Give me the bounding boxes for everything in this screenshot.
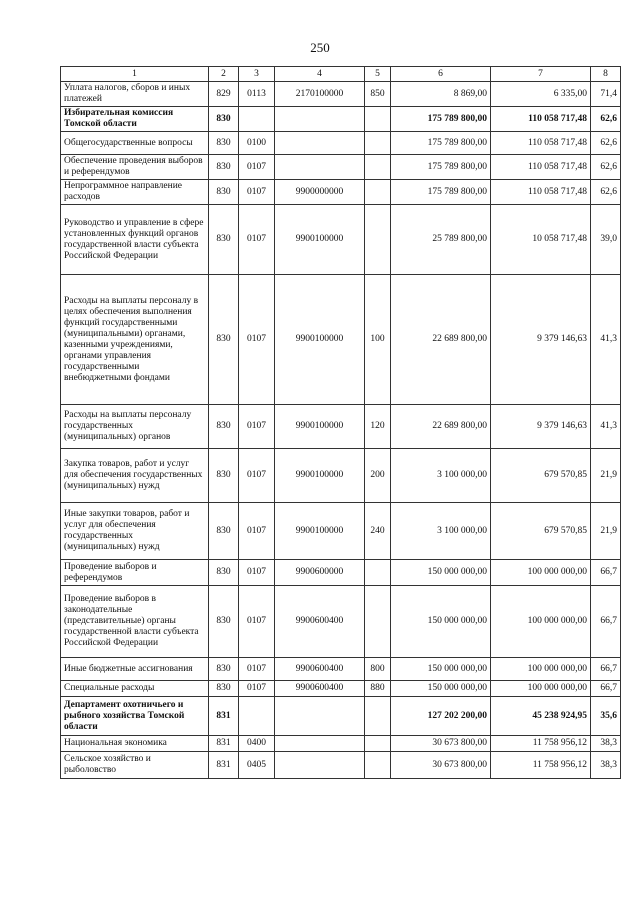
row-name-cell: Иные бюджетные ассигнования: [61, 658, 209, 681]
admin-code-cell: 830: [209, 560, 239, 586]
expense-type-cell: 880: [365, 681, 391, 697]
expense-type-cell: 240: [365, 503, 391, 560]
plan-amount-cell: 22 689 800,00: [391, 405, 491, 449]
table-row: [61, 132, 621, 155]
table-row: [61, 107, 621, 132]
target-article-cell: 9900600000: [275, 560, 365, 586]
row-name-cell: Уплата налогов, сборов и иных платежей: [61, 82, 209, 107]
actual-amount-cell: 110 058 717,48: [491, 132, 591, 155]
column-header: 1: [61, 67, 209, 82]
target-article-cell: [275, 132, 365, 155]
expense-type-cell: [365, 132, 391, 155]
admin-code-cell: 830: [209, 205, 239, 275]
plan-amount-cell: 3 100 000,00: [391, 503, 491, 560]
actual-amount-cell: 100 000 000,00: [491, 681, 591, 697]
table-row: [61, 503, 621, 560]
admin-code-cell: 830: [209, 449, 239, 503]
percent-cell: 62,6: [591, 180, 621, 205]
section-code-cell: 0400: [239, 736, 275, 752]
actual-amount-cell: 11 758 956,12: [491, 752, 591, 779]
column-header: 4: [275, 67, 365, 82]
percent-cell: 38,3: [591, 736, 621, 752]
percent-cell: 62,6: [591, 107, 621, 132]
plan-amount-cell: 30 673 800,00: [391, 752, 491, 779]
table-row: [61, 681, 621, 697]
column-header: 2: [209, 67, 239, 82]
table-row: [61, 736, 621, 752]
plan-amount-cell: 175 789 800,00: [391, 180, 491, 205]
target-article-cell: [275, 736, 365, 752]
section-code-cell: 0107: [239, 681, 275, 697]
plan-amount-cell: 175 789 800,00: [391, 155, 491, 180]
row-name-cell: Расходы на выплаты персоналу государственных (муниципальных) органов: [61, 405, 209, 449]
expense-type-cell: 120: [365, 405, 391, 449]
expense-type-cell: [365, 697, 391, 736]
table-row: [61, 560, 621, 586]
expense-type-cell: 800: [365, 658, 391, 681]
target-article-cell: 9900000000: [275, 180, 365, 205]
admin-code-cell: 831: [209, 736, 239, 752]
admin-code-cell: 830: [209, 681, 239, 697]
row-name-cell: Сельское хозяйство и рыболовство: [61, 752, 209, 779]
table-row: [61, 180, 621, 205]
table-row: [61, 82, 621, 107]
percent-cell: 21,9: [591, 503, 621, 560]
admin-code-cell: 830: [209, 275, 239, 405]
section-code-cell: [239, 107, 275, 132]
percent-cell: 21,9: [591, 449, 621, 503]
plan-amount-cell: 25 789 800,00: [391, 205, 491, 275]
target-article-cell: 9900100000: [275, 405, 365, 449]
actual-amount-cell: 100 000 000,00: [491, 586, 591, 658]
actual-amount-cell: 9 379 146,63: [491, 275, 591, 405]
percent-cell: 62,6: [591, 132, 621, 155]
actual-amount-cell: 11 758 956,12: [491, 736, 591, 752]
target-article-cell: 9900100000: [275, 503, 365, 560]
table-row: [61, 449, 621, 503]
column-header: 6: [391, 67, 491, 82]
row-name-cell: Департамент охотничьего и рыбного хозяйства Томской области: [61, 697, 209, 736]
admin-code-cell: 831: [209, 752, 239, 779]
admin-code-cell: 830: [209, 180, 239, 205]
expense-type-cell: 100: [365, 275, 391, 405]
percent-cell: 66,7: [591, 658, 621, 681]
expense-type-cell: 200: [365, 449, 391, 503]
target-article-cell: 9900100000: [275, 205, 365, 275]
row-name-cell: Иные закупки товаров, работ и услуг для обеспечения государственных (муниципальных) нужд: [61, 503, 209, 560]
section-code-cell: 0107: [239, 560, 275, 586]
percent-cell: 66,7: [591, 586, 621, 658]
expense-type-cell: [365, 560, 391, 586]
percent-cell: 38,3: [591, 752, 621, 779]
table-row: [61, 752, 621, 779]
admin-code-cell: 830: [209, 658, 239, 681]
target-article-cell: [275, 155, 365, 180]
plan-amount-cell: 150 000 000,00: [391, 586, 491, 658]
plan-amount-cell: 175 789 800,00: [391, 132, 491, 155]
section-code-cell: 0107: [239, 180, 275, 205]
plan-amount-cell: 150 000 000,00: [391, 681, 491, 697]
section-code-cell: 0107: [239, 658, 275, 681]
row-name-cell: Руководство и управление в сфере установленных функций органов государственной власти субъекта Российской Федерации: [61, 205, 209, 275]
percent-cell: 39,0: [591, 205, 621, 275]
row-name-cell: Специальные расходы: [61, 681, 209, 697]
page-number: 250: [310, 40, 330, 55]
plan-amount-cell: 30 673 800,00: [391, 736, 491, 752]
table-row: [61, 697, 621, 736]
admin-code-cell: 831: [209, 697, 239, 736]
plan-amount-cell: 3 100 000,00: [391, 449, 491, 503]
target-article-cell: 9900100000: [275, 449, 365, 503]
section-code-cell: 0107: [239, 405, 275, 449]
admin-code-cell: 830: [209, 586, 239, 658]
column-header: 5: [365, 67, 391, 82]
target-article-cell: 2170100000: [275, 82, 365, 107]
admin-code-cell: 830: [209, 405, 239, 449]
section-code-cell: 0100: [239, 132, 275, 155]
expense-type-cell: [365, 586, 391, 658]
row-name-cell: Расходы на выплаты персоналу в целях обеспечения выполнения функций государственными (муниципальными) органами, казенными учреждениями, органами управления государственными внебюджетными фондами: [61, 275, 209, 405]
column-header: 8: [591, 67, 621, 82]
table-row: [61, 658, 621, 681]
target-article-cell: 9900100000: [275, 275, 365, 405]
percent-cell: 62,6: [591, 155, 621, 180]
budget-table: [60, 66, 621, 779]
target-article-cell: [275, 697, 365, 736]
plan-amount-cell: 22 689 800,00: [391, 275, 491, 405]
target-article-cell: 9900600400: [275, 658, 365, 681]
actual-amount-cell: 110 058 717,48: [491, 180, 591, 205]
target-article-cell: [275, 107, 365, 132]
target-article-cell: 9900600400: [275, 681, 365, 697]
section-code-cell: 0107: [239, 155, 275, 180]
plan-amount-cell: 175 789 800,00: [391, 107, 491, 132]
actual-amount-cell: 110 058 717,48: [491, 107, 591, 132]
table-row: [61, 586, 621, 658]
percent-cell: 66,7: [591, 681, 621, 697]
admin-code-cell: 830: [209, 155, 239, 180]
target-article-cell: [275, 752, 365, 779]
section-code-cell: 0107: [239, 503, 275, 560]
expense-type-cell: [365, 107, 391, 132]
actual-amount-cell: 679 570,85: [491, 503, 591, 560]
actual-amount-cell: 6 335,00: [491, 82, 591, 107]
table-row: [61, 275, 621, 405]
row-name-cell: Закупка товаров, работ и услуг для обеспечения государственных (муниципальных) нужд: [61, 449, 209, 503]
row-name-cell: Обеспечение проведения выборов и референдумов: [61, 155, 209, 180]
expense-type-cell: 850: [365, 82, 391, 107]
plan-amount-cell: 8 869,00: [391, 82, 491, 107]
column-header: 7: [491, 67, 591, 82]
actual-amount-cell: 100 000 000,00: [491, 658, 591, 681]
section-code-cell: 0107: [239, 586, 275, 658]
section-code-cell: 0107: [239, 275, 275, 405]
table-row: [61, 405, 621, 449]
admin-code-cell: 830: [209, 503, 239, 560]
actual-amount-cell: 45 238 924,95: [491, 697, 591, 736]
table-row: [61, 205, 621, 275]
row-name-cell: Проведение выборов в законодательные (представительные) органы государственной власти субъекта Российской Федерации: [61, 586, 209, 658]
actual-amount-cell: 9 379 146,63: [491, 405, 591, 449]
table-row: [61, 155, 621, 180]
row-name-cell: Избирательная комиссия Томской области: [61, 107, 209, 132]
section-code-cell: 0107: [239, 205, 275, 275]
row-name-cell: Общегосударственные вопросы: [61, 132, 209, 155]
expense-type-cell: [365, 205, 391, 275]
target-article-cell: 9900600400: [275, 586, 365, 658]
table-body: [61, 82, 621, 779]
percent-cell: 41,3: [591, 275, 621, 405]
expense-type-cell: [365, 736, 391, 752]
admin-code-cell: 830: [209, 132, 239, 155]
row-name-cell: Национальная экономика: [61, 736, 209, 752]
admin-code-cell: 830: [209, 107, 239, 132]
row-name-cell: Проведение выборов и референдумов: [61, 560, 209, 586]
actual-amount-cell: 110 058 717,48: [491, 155, 591, 180]
section-code-cell: 0107: [239, 449, 275, 503]
section-code-cell: 0113: [239, 82, 275, 107]
percent-cell: 41,3: [591, 405, 621, 449]
table-header-row: [61, 67, 621, 82]
actual-amount-cell: 679 570,85: [491, 449, 591, 503]
section-code-cell: 0405: [239, 752, 275, 779]
plan-amount-cell: 127 202 200,00: [391, 697, 491, 736]
expense-type-cell: [365, 180, 391, 205]
column-header: 3: [239, 67, 275, 82]
actual-amount-cell: 10 058 717,48: [491, 205, 591, 275]
percent-cell: 35,6: [591, 697, 621, 736]
row-name-cell: Непрограммное направление расходов: [61, 180, 209, 205]
percent-cell: 66,7: [591, 560, 621, 586]
section-code-cell: [239, 697, 275, 736]
percent-cell: 71,4: [591, 82, 621, 107]
admin-code-cell: 829: [209, 82, 239, 107]
plan-amount-cell: 150 000 000,00: [391, 560, 491, 586]
plan-amount-cell: 150 000 000,00: [391, 658, 491, 681]
actual-amount-cell: 100 000 000,00: [491, 560, 591, 586]
expense-type-cell: [365, 752, 391, 779]
expense-type-cell: [365, 155, 391, 180]
